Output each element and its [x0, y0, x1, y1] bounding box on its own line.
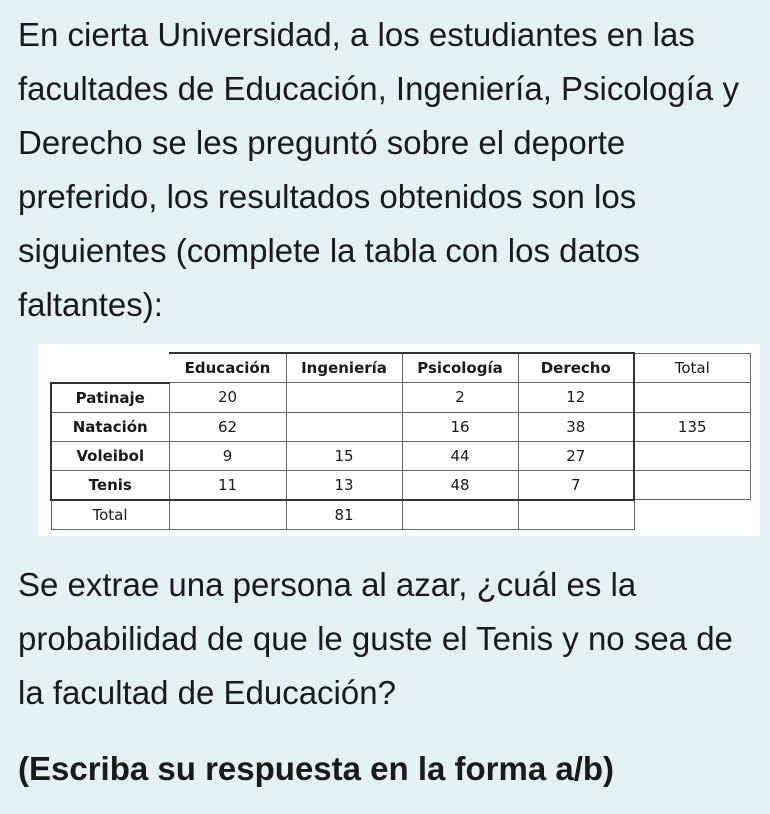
row-label-patinaje: Patinaje	[51, 383, 169, 413]
table-cell: 44	[402, 441, 518, 470]
table-row	[51, 441, 750, 470]
table-cell: 12	[518, 383, 634, 413]
header-educacion: Educación	[169, 353, 286, 383]
table-cell: 20	[169, 383, 286, 413]
table-row	[51, 412, 750, 441]
table-corner-cell	[51, 353, 169, 383]
row-label-tenis: Tenis	[51, 470, 169, 500]
table-cell: 135	[634, 412, 750, 441]
table-cell: 81	[286, 500, 402, 530]
header-psicologia: Psicología	[402, 353, 518, 383]
table-cell: 13	[286, 470, 402, 500]
question-text: Se extrae una persona al azar, ¿cuál es la probabilidad de que le guste el Tenis y no sea de la facultad de Educación?	[18, 566, 733, 711]
problem-statement: En cierta Universidad, a los estudiantes en las facultades de Educación, Ingeniería, Psicología y Derecho se les preguntó sobre el deporte preferido, los resultados obtenidos son los siguientes (complete la tabla con los datos faltantes):	[18, 16, 739, 323]
table-row	[51, 470, 750, 500]
table-cell	[634, 441, 750, 470]
data-table-image	[38, 344, 760, 536]
table-cell	[634, 383, 750, 413]
row-label-natacion: Natación	[51, 412, 169, 441]
header-total: Total	[634, 353, 750, 383]
sports-table	[50, 352, 751, 530]
row-label-voleibol: Voleibol	[51, 441, 169, 470]
table-cell	[286, 383, 402, 413]
table-cell	[402, 500, 518, 530]
table-cell: 62	[169, 412, 286, 441]
table-cell: 7	[518, 470, 634, 500]
answer-instruction: (Escriba su respuesta en la forma a/b)	[18, 750, 615, 787]
table-cell: 2	[402, 383, 518, 413]
table-cell: 11	[169, 470, 286, 500]
table-cell: 9	[169, 441, 286, 470]
table-header-row	[51, 353, 750, 383]
table-cell: 27	[518, 441, 634, 470]
table-empty-cell	[634, 500, 750, 530]
header-derecho: Derecho	[518, 353, 634, 383]
table-cell: 15	[286, 441, 402, 470]
table-total-row	[51, 500, 750, 530]
table-cell: 16	[402, 412, 518, 441]
table-cell: 48	[402, 470, 518, 500]
table-cell	[634, 470, 750, 500]
table-cell	[286, 412, 402, 441]
row-label-total: Total	[51, 500, 169, 530]
table-cell	[169, 500, 286, 530]
table-cell: 38	[518, 412, 634, 441]
table-cell	[518, 500, 634, 530]
header-ingenieria: Ingeniería	[286, 353, 402, 383]
table-row	[51, 383, 750, 413]
